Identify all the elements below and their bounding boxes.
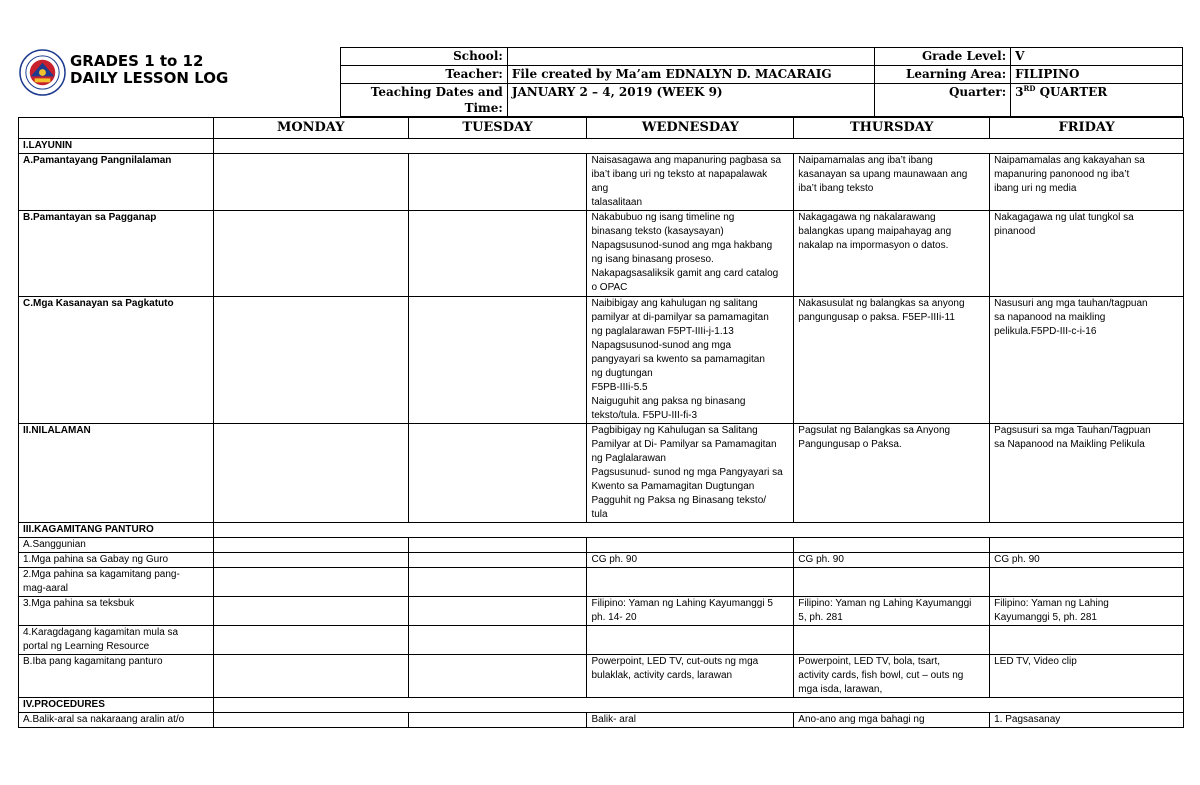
grade-level-label: Grade Level: xyxy=(875,48,1011,66)
day-header-row xyxy=(19,118,1184,139)
cell-wednesday: Balik- aral xyxy=(587,713,794,728)
text-line: 4.Karagdagang kagamitan mula sa xyxy=(23,627,179,638)
cell-friday xyxy=(990,211,1184,297)
cell-tuesday xyxy=(408,626,587,655)
section-label-procedures: IV.PROCEDURES xyxy=(19,698,214,713)
cell-wednesday xyxy=(587,655,794,698)
text-line: iba’t ibang teksto xyxy=(798,183,874,194)
cell-wednesday xyxy=(587,538,794,553)
text-line: ang xyxy=(591,183,609,194)
section-span-cell xyxy=(213,698,1183,713)
cell-monday xyxy=(213,626,408,655)
text-line: 5, ph. 281 xyxy=(798,612,843,623)
cell-tuesday xyxy=(408,154,587,211)
row-label: C.Mga Kasanayan sa Pagkatuto xyxy=(19,297,214,424)
day-header-thursday: THURSDAY xyxy=(794,118,990,139)
text-line: binasang teksto (kasaysayan) xyxy=(591,226,724,237)
day-header-monday: MONDAY xyxy=(213,118,408,139)
text-line: pamilyar at di-pamilyar sa pamamagitan xyxy=(591,312,769,323)
cell-monday xyxy=(213,568,408,597)
text-line: ph. 14- 20 xyxy=(591,612,637,623)
text-line: activity cards, fish bowl, cut – outs ng xyxy=(798,670,964,681)
cell-monday xyxy=(213,211,408,297)
row-kagamitang-mag-aaral xyxy=(19,568,1184,597)
day-header-wednesday: WEDNESDAY xyxy=(587,118,794,139)
cell-monday xyxy=(213,655,408,698)
text-line: teksto/tula. F5PU-III-fi-3 xyxy=(591,410,698,421)
header-blank-cell xyxy=(19,118,214,139)
text-line: Naiguguhit ang paksa ng binasang xyxy=(591,396,746,407)
row-label: B.Pamantayan sa Pagganap xyxy=(19,211,214,297)
quarter-number: 3 xyxy=(1015,85,1024,99)
header-info-table xyxy=(340,47,1183,117)
text-line: talasalitaan xyxy=(591,197,643,208)
row-label: A.Sanggunian xyxy=(19,538,214,553)
cell-wednesday: CG ph. 90 xyxy=(587,553,794,568)
teacher-value: File created by Ma’am EDNALYN D. MACARAIG xyxy=(507,66,874,84)
text-line: Pagbibigay ng Kahulugan sa Salitang xyxy=(591,425,758,436)
text-line: Nasusuri ang mga tauhan/tagpuan xyxy=(994,298,1148,309)
cell-friday xyxy=(990,568,1184,597)
cell-tuesday xyxy=(408,597,587,626)
text-line: Pagsusuri sa mga Tauhan/Tagpuan xyxy=(994,425,1151,436)
section-row-kagamitang-panturo xyxy=(19,523,1184,538)
text-line: Pagguhit ng Paksa ng Binasang teksto/ xyxy=(591,495,767,506)
cell-monday xyxy=(213,297,408,424)
text-line: balangkas upang maipahayag ang xyxy=(798,226,952,237)
quarter-label: Quarter: xyxy=(875,84,1011,117)
cell-thursday xyxy=(794,568,990,597)
text-line: sa Napanood na Maikling Pelikula xyxy=(994,439,1145,450)
text-line: Pagsusunud- sunod ng mga Pangyayari sa xyxy=(591,467,783,478)
row-label: II.NILALAMAN xyxy=(19,424,214,523)
cell-thursday xyxy=(794,655,990,698)
cell-friday xyxy=(990,538,1184,553)
text-line: Powerpoint, LED TV, cut-outs ng mga xyxy=(591,656,759,667)
cell-tuesday xyxy=(408,568,587,597)
lesson-log-table xyxy=(18,117,1184,728)
text-line: F5PB-IIIi-5.5 xyxy=(591,382,648,393)
cell-thursday xyxy=(794,297,990,424)
text-line: Kayumanggi 5, ph. 281 xyxy=(994,612,1097,623)
cell-tuesday xyxy=(408,538,587,553)
text-line: Pamilyar at Di- Pamilyar sa Pamamagitan xyxy=(591,439,777,450)
cell-thursday xyxy=(794,538,990,553)
text-line: ng dugtungan xyxy=(591,368,653,379)
cell-tuesday xyxy=(408,211,587,297)
row-label: 3.Mga pahina sa teksbuk xyxy=(19,597,214,626)
text-line: Nakagagawa ng ulat tungkol sa xyxy=(994,212,1134,223)
section-label-kagamitan: III.KAGAMITANG PANTURO xyxy=(19,523,214,538)
text-line: Filipino: Yaman ng Lahing xyxy=(994,598,1109,609)
cell-friday xyxy=(990,655,1184,698)
teacher-label: Teacher: xyxy=(341,66,508,84)
text-line: mag-aaral xyxy=(23,583,69,594)
quarter-suffix: RD xyxy=(1023,84,1036,93)
teaching-dates-value: JANUARY 2 – 4, 2019 (WEEK 9) xyxy=(507,84,874,117)
text-line: Naibibigay ang kahulugan ng salitang xyxy=(591,298,758,309)
row-balik-aral xyxy=(19,713,1184,728)
row-nilalaman xyxy=(19,424,1184,523)
section-row-procedures xyxy=(19,698,1184,713)
text-line: o OPAC xyxy=(591,282,628,293)
cell-friday xyxy=(990,154,1184,211)
text-line: Nakasusulat ng balangkas sa anyong xyxy=(798,298,965,309)
title-line-2: DAILY LESSON LOG xyxy=(70,69,229,87)
row-label: B.Iba pang kagamitang panturo xyxy=(19,655,214,698)
cell-monday xyxy=(213,597,408,626)
text-line: Napagsusunod-sunod ang mga xyxy=(591,340,732,351)
text-line: Pagsulat ng Balangkas sa Anyong xyxy=(798,425,951,436)
row-label xyxy=(19,626,214,655)
text-line: Nakapagsasaliksik gamit ang card catalog xyxy=(591,268,779,279)
cell-thursday xyxy=(794,597,990,626)
text-line: portal ng Learning Resource xyxy=(23,641,150,652)
cell-thursday xyxy=(794,154,990,211)
day-header-tuesday: TUESDAY xyxy=(408,118,587,139)
cell-wednesday xyxy=(587,424,794,523)
text-line: kasanayan sa upang maunawaan ang xyxy=(798,169,968,180)
cell-monday xyxy=(213,424,408,523)
text-line: Napagsusunod-sunod ang mga hakbang xyxy=(591,240,773,251)
section-span-cell xyxy=(213,523,1183,538)
text-line: nakalap na impormasyon o datos. xyxy=(798,240,949,251)
cell-thursday xyxy=(794,626,990,655)
cell-wednesday xyxy=(587,597,794,626)
text-line: pangyayari sa kwento sa pamamagitan xyxy=(591,354,765,365)
text-line: Pangungusap o Paksa. xyxy=(798,439,902,450)
row-pamantayang-pangnilalaman xyxy=(19,154,1184,211)
teaching-dates-label: Teaching Dates and Time: xyxy=(341,84,508,117)
row-label xyxy=(19,568,214,597)
text-line: Naipamamalas ang iba’t ibang xyxy=(798,155,933,166)
cell-thursday xyxy=(794,211,990,297)
cell-friday: CG ph. 90 xyxy=(990,553,1184,568)
text-line: ibang uri ng media xyxy=(994,183,1077,194)
text-line: Filipino: Yaman ng Lahing Kayumanggi xyxy=(798,598,972,609)
text-line: LED TV, Video clip xyxy=(994,656,1077,667)
text-line: Nakabubuo ng isang timeline ng xyxy=(591,212,735,223)
text-line: ng isang binasang proseso. xyxy=(591,254,714,265)
text-line: iba’t ibang uri ng teksto at napapalawak xyxy=(591,169,768,180)
text-line: pelikula.F5PD-III-c-i-16 xyxy=(994,326,1097,337)
cell-wednesday xyxy=(587,297,794,424)
text-line: Naisasagawa ang mapanuring pagbasa sa xyxy=(591,155,782,166)
cell-wednesday xyxy=(587,154,794,211)
text-line: Kwento sa Pamamagitan Dugtungan xyxy=(591,481,755,492)
section-label-layunin: I.LAYUNIN xyxy=(19,139,214,154)
text-line: 2.Mga pahina sa kagamitang pang- xyxy=(23,569,180,580)
row-mga-kasanayan-sa-pagkatuto xyxy=(19,297,1184,424)
text-line: bulaklak, activity cards, larawan xyxy=(591,670,733,681)
text-line: mapanuring panonood ng iba’t xyxy=(994,169,1130,180)
text-line: mga isda, larawan, xyxy=(798,684,883,695)
cell-friday xyxy=(990,597,1184,626)
text-line: Nakagagawa ng nakalarawang xyxy=(798,212,936,223)
document-title xyxy=(70,53,228,87)
cell-friday xyxy=(990,626,1184,655)
deped-seal-logo xyxy=(19,49,66,96)
cell-monday xyxy=(213,154,408,211)
text-line: Powerpoint, LED TV, bola, tsart, xyxy=(798,656,941,667)
cell-monday xyxy=(213,538,408,553)
row-teksbuk xyxy=(19,597,1184,626)
learning-area-label: Learning Area: xyxy=(875,66,1011,84)
cell-tuesday xyxy=(408,424,587,523)
section-span-cell xyxy=(213,139,1183,154)
text-line: sa napanood na maikling xyxy=(994,312,1106,323)
text-line: Naipamamalas ang kakayahan sa xyxy=(994,155,1145,166)
title-line-1: GRADES 1 to 12 xyxy=(70,52,204,70)
text-line: pangungusap o paksa. F5EP-IIIi-11 xyxy=(798,312,955,323)
cell-monday xyxy=(213,713,408,728)
row-label: A.Balik-aral sa nakaraang aralin at/o xyxy=(19,713,214,728)
text-line: pinanood xyxy=(994,226,1036,237)
row-gabay-ng-guro xyxy=(19,553,1184,568)
school-value xyxy=(507,48,874,66)
learning-area-value: FILIPINO xyxy=(1011,66,1183,84)
school-label: School: xyxy=(341,48,508,66)
row-iba-pang-kagamitan xyxy=(19,655,1184,698)
cell-friday: 1. Pagsasanay xyxy=(990,713,1184,728)
cell-tuesday xyxy=(408,553,587,568)
cell-friday xyxy=(990,297,1184,424)
cell-friday xyxy=(990,424,1184,523)
text-line: tula xyxy=(591,509,608,520)
cell-monday xyxy=(213,553,408,568)
text-line: ng paglalarawan F5PT-IIIi-j-1.13 xyxy=(591,326,734,337)
grade-level-value: V xyxy=(1011,48,1183,66)
section-row-layunin xyxy=(19,139,1184,154)
cell-tuesday xyxy=(408,713,587,728)
cell-wednesday xyxy=(587,211,794,297)
cell-tuesday xyxy=(408,655,587,698)
cell-thursday xyxy=(794,424,990,523)
text-line: Filipino: Yaman ng Lahing Kayumanggi 5 xyxy=(591,598,773,609)
cell-wednesday xyxy=(587,568,794,597)
cell-thursday: Ano-ano ang mga bahagi ng xyxy=(794,713,990,728)
quarter-value xyxy=(1011,84,1183,117)
day-header-friday: FRIDAY xyxy=(990,118,1184,139)
row-label: A.Pamantayang Pangnilalaman xyxy=(19,154,214,211)
quarter-word: QUARTER xyxy=(1035,85,1108,99)
row-pamantayan-sa-pagganap xyxy=(19,211,1184,297)
row-karagdagang-kagamitan xyxy=(19,626,1184,655)
row-label: 1.Mga pahina sa Gabay ng Guro xyxy=(19,553,214,568)
row-sanggunian xyxy=(19,538,1184,553)
cell-wednesday xyxy=(587,626,794,655)
text-line: ng Paglalarawan xyxy=(591,453,666,464)
cell-thursday: CG ph. 90 xyxy=(794,553,990,568)
cell-tuesday xyxy=(408,297,587,424)
